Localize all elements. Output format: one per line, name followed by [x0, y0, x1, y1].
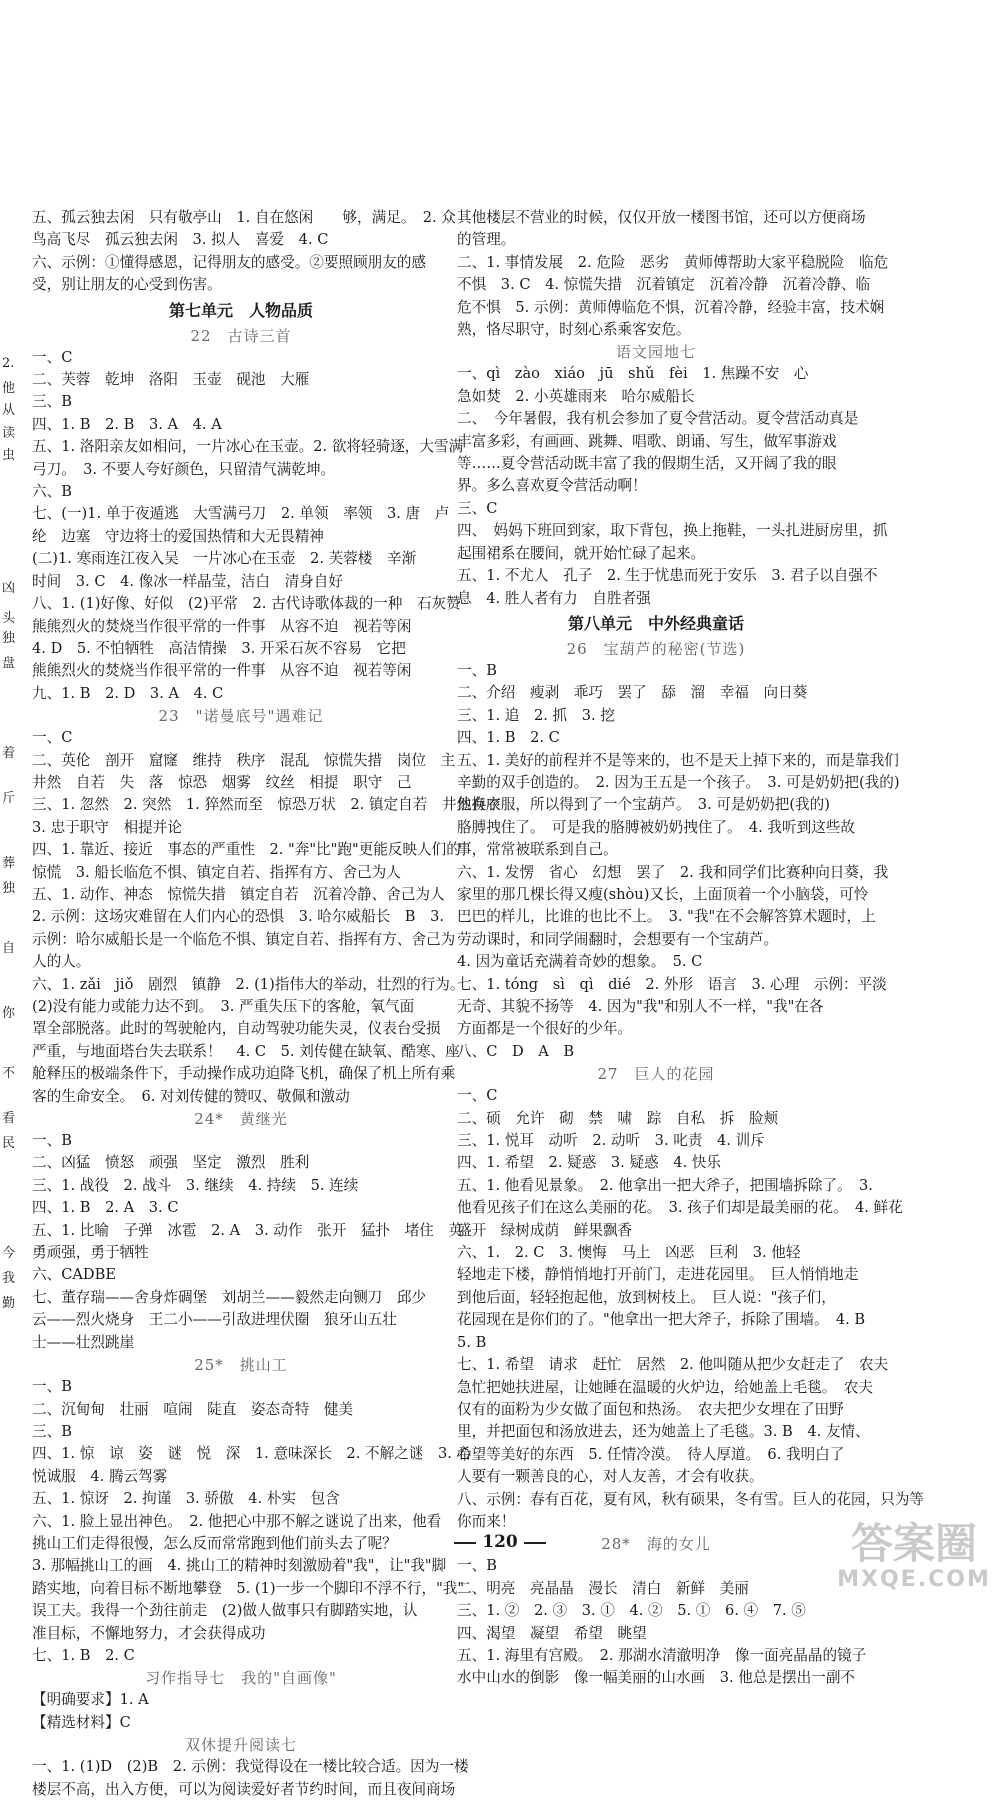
watermark-logo [834, 1521, 994, 1592]
answer-line: 四、1. 惊 谅 姿 谜 悦 深 1. 意味深长 2. 不解之谜 3. 心 [32, 1445, 472, 1463]
answer-line: 二、 今年暑假，我有机会参加了夏令营活动。夏令营活动真是 [457, 410, 859, 428]
answer-line: 危不惧 5. 示例：黄师傅临危不惧，沉着冷静，经验丰富，技术娴 [457, 298, 885, 316]
answer-line: 鸟高飞尽 孤云独去闲 3. 拟人 喜爱 4. C [32, 231, 329, 249]
answer-line: 一、B [32, 1378, 72, 1396]
answer-line: 悦诚服 4. 腾云驾雾 [32, 1467, 168, 1485]
answer-line: 他看见孩子们在这么美丽的花。 3. 孩子们却是最美丽的花。 4. 鲜花 [457, 1199, 903, 1217]
answer-line: 四、1. B 2. B 3. A 4. A [32, 415, 222, 433]
answer-line: 界。多么喜欢夏令营活动啊！ [457, 477, 647, 495]
answer-line: 其他楼层不营业的时候，仅仅开放一楼图书馆，还可以方便商场 [457, 209, 866, 226]
answer-line: (二)1. 寒雨连江夜入吴 一片冰心在玉壶 2. 芙蓉楼 辛渐 [32, 550, 417, 568]
answer-line: 七、董存瑞——舍身炸碉堡 刘胡兰——毅然走向铡刀 邱少 [32, 1288, 427, 1306]
answer-line: 云——烈火烧身 王二小——引敌进埋伏圈 狼牙山五壮 [32, 1311, 397, 1329]
answer-line: 九、1. B 2. D 3. A 4. C [32, 684, 224, 702]
answer-line: 胳膊拽住了。 可是我的胳膊被奶奶拽住了。 4. 我听到这些故 [457, 818, 855, 836]
answer-line: 五、1. 不尤人 孔子 2. 生于忧患而死于安乐 3. 君子以自强不 [457, 567, 878, 585]
answer-line: 【精选材料】C [32, 1713, 131, 1731]
answer-line: 一、C [32, 348, 73, 366]
answer-line: 四、 妈妈下班回到家，取下背包，换上拖鞋，一头扎进厨房里，抓 [457, 522, 888, 540]
answer-line: 一、1. (1)D (2)B 2. 示例：我觉得设在一楼比较合适。因为一楼 [32, 1758, 469, 1776]
answer-line: 士——壮烈跳崖 [32, 1333, 135, 1351]
edge-fragment: 从 [2, 403, 16, 418]
answer-line: 弓刀。 3. 不要人夸好颜色，只留清气满乾坤。 [32, 460, 336, 478]
answer-line: 时间 3. C 4. 像冰一样晶莹，洁白 清身自好 [32, 572, 343, 590]
lesson-title: 语文园地七 [615, 343, 696, 362]
answer-line: 误工夫。我得一个劲往前走 (2)做人做事只有脚踏实地，认 [32, 1602, 418, 1620]
answer-line: 二、明亮 亮晶晶 漫长 清白 新鲜 美丽 [457, 1579, 749, 1597]
answer-line: 劳动课时，和同学闹翻时，会想要有一个宝葫芦。 [457, 930, 779, 948]
lesson-title: 28* 海的女儿 [601, 1535, 711, 1554]
answer-line: 辛勤的双手创造的。 2. 因为王五是一个孩子。 3. 可是奶奶把(我的) [457, 773, 900, 791]
answer-line: 六、1. 脸上显出神色。 2. 他把心中那不解之谜说了出来，他看 [32, 1512, 442, 1530]
answer-line: 五、孤云独去闲 只有敬亭山 1. 自在悠闲 够，满足。 2. 众 [32, 209, 456, 226]
answer-line: 到他后面，轻轻抱起他，放到树枝上。 巨人说："孩子们， [457, 1288, 836, 1306]
edge-fragment: 勤 [2, 1296, 16, 1311]
edge-fragment: 独 [2, 881, 16, 896]
edge-fragment: 凶 [2, 581, 16, 596]
answer-line: 挑山工们走得很慢，怎么反而常常跑到他们前头去了呢？ [32, 1534, 397, 1552]
answer-line: 盛开 绿树成荫 鲜果飘香 [457, 1221, 633, 1239]
answer-line: 七、1. 希望 请求 赶忙 居然 2. 他叫随从把少女赶走了 农夫 [457, 1356, 889, 1374]
answer-line: 3. 忠于职守 相提并论 [32, 818, 182, 836]
answer-line: 七、1. B 2. C [32, 1646, 135, 1664]
answer-line: 熟，恪尽职守，时刻心系乘客安危。 [457, 321, 691, 339]
answer-line: 七、(一)1. 单于夜遁逃 大雪满弓刀 2. 单领 率领 3. 唐 卢 [32, 505, 450, 523]
edge-fragment: 斤 [2, 791, 16, 806]
answer-line: 六、CADBE [32, 1266, 116, 1284]
answer-line: 惊慌 3. 船长临危不惧、镇定自若、指挥有方、舍己为人 [32, 863, 401, 881]
answer-line: 急如焚 2. 小英雄雨来 哈尔威船长 [457, 387, 695, 405]
answer-line: 勇顽强，勇于牺牲 [32, 1244, 149, 1262]
answer-line: 八、C D A B [457, 1042, 575, 1060]
answer-line: 三、C [457, 499, 498, 517]
lesson-title: 27 巨人的花园 [597, 1065, 715, 1084]
answer-line: 4. D 5. 不怕牺牲 高洁情操 3. 开采石灰不容易 它把 [32, 639, 406, 657]
answer-line: 息 4. 胜人者有力 自胜者强 [457, 589, 651, 607]
edge-fragment: 着 [2, 746, 16, 761]
answer-line: 五、1. 动作、神态 惊慌失措 镇定自若 沉着冷静、舍己为人 [32, 885, 445, 903]
edge-fragment: 葬 [2, 856, 16, 871]
answer-line: 事，常常被联系到自己。 [457, 841, 618, 859]
answer-line: 踏实地，向着目标不断地攀登 5. (1)一步一个脚印不浮不行，"我" [32, 1579, 465, 1597]
answer-line: 【明确要求】1. A [32, 1691, 149, 1709]
answer-line: 一、B [457, 1557, 497, 1575]
answer-line: 希望等美好的东西 5. 任情冷漠。 待人厚道。 6. 我明白了 [457, 1445, 845, 1463]
answer-line: 罩全部脱落。此时的驾驶舱内，自动驾驶功能失灵，仪表台受损 [32, 1020, 441, 1038]
edge-fragment: 民 [2, 1136, 16, 1151]
answer-line: 2. 示例：这场灾难留在人们内心的恐惧 3. 哈尔威船长 B 3. [32, 908, 445, 926]
answer-line: 五、1. 洛阳亲友如相问，一片冰心在玉壶。2. 欲将轻骑逐，大雪满 [32, 438, 464, 456]
unit-heading: 第八单元 中外经典童话 [567, 613, 744, 633]
answer-line: 熊熊烈火的焚烧当作很平常的一件事 从容不迫 视若等闲 [32, 617, 412, 635]
answer-line: 二、凶猛 愤怒 顽强 坚定 激烈 胜利 [32, 1154, 310, 1172]
answer-line: 四、1. 希望 2. 疑惑 3. 疑惑 4. 快乐 [457, 1154, 721, 1172]
edge-fragment: 虫 [2, 448, 16, 463]
answer-line: 三、1. 忽然 2. 突然 1. 猝然而至 惊恐万状 2. 镇定自若 井然有序 [32, 796, 501, 814]
edge-fragment: 他 [2, 381, 16, 396]
answer-line: 丰富多彩，有画画、跳舞、唱歌、朗诵、写生，做军事游戏 [457, 432, 837, 450]
answer-line: 八、1. (1)好像、好似 (2)平常 2. 古代诗歌体裁的一种 石灰赞 [32, 595, 461, 613]
answer-line: 里，并把面包和汤放进去，还为她盖上了毛毯。3. B 4. 友情、 [457, 1423, 870, 1441]
answer-line: 三、1. 悦耳 动听 2. 动听 3. 叱责 4. 训斥 [457, 1132, 765, 1150]
answer-line: 二、介绍 瘦剥 乖巧 罢了 舔 溜 幸福 向日葵 [457, 684, 808, 702]
answer-line: 他换衣服，所以得到了一个宝葫芦。 3. 可是奶奶把(我的) [457, 796, 830, 814]
answer-line: 四、1. B 2. C [457, 729, 560, 747]
answer-line: 无奇、其貌不扬等 4. 因为"我"和别人不一样，"我"在各 [457, 998, 824, 1015]
answer-line: 准目标，不懈地努力，才会获得成功 [32, 1624, 266, 1642]
edge-fragment: 独 [2, 631, 16, 646]
answer-line: 八、示例：春有百花，夏有风，秋有硕果，冬有雪。巨人的花园，只为等 [457, 1490, 925, 1508]
answer-line: 3. 那幅挑山工的画 4. 挑山工的精神时刻激励着"我"，让"我"脚 [32, 1557, 447, 1575]
edge-fragment: 盘 [2, 656, 16, 671]
answer-line: 三、1. ② 2. ③ 3. ① 4. ② 5. ① 6. ④ 7. ⑤ [457, 1602, 806, 1620]
answer-line: 一、C [32, 729, 73, 747]
watermark-url: MXQE.COM [837, 1567, 991, 1592]
answer-line: 起围裙系在腰间，就开始忙碌了起来。 [457, 544, 706, 562]
answer-line: 熊熊烈火的焚烧当作很平常的一件事 从容不迫 视若等闲 [32, 662, 412, 680]
answer-line: 三、B [32, 393, 72, 411]
answer-line: 五、1. 惊讶 2. 拘谨 3. 骄傲 4. 朴实 包含 [32, 1490, 340, 1508]
answer-line: 示例：哈尔威船长是一个临危不惧、镇定自若、指挥有方、舍己为 [32, 930, 456, 948]
answer-line: 四、1. B 2. A 3. C [32, 1199, 179, 1217]
answer-line: 家里的那几棵长得又瘦(shòu)又长，上面顶着一个小脑袋，可怜 [457, 885, 869, 903]
answer-line: 客的生命安全。 6. 对刘传健的赞叹、敬佩和激动 [32, 1087, 350, 1105]
answer-line: 二、硕 允许 砌 禁 啸 踪 自私 拆 脸颊 [457, 1109, 779, 1127]
answer-line: 的管理。 [457, 231, 516, 249]
page-number: 120 [0, 1532, 1000, 1552]
answer-line: 五、1. 他看见景象。 2. 他拿出一把大斧子，把围墙拆除了。 3. [457, 1176, 873, 1194]
answer-line: (2)没有能力或能力达不到。 3. 严重失压下的客舱，氧气面 [32, 998, 415, 1015]
answer-line: 4. 因为童话充满着奇妙的想象。 5. C [457, 953, 703, 971]
answer-line: 二、英伦 剖开 窟窿 维持 秩序 混乱 惊慌失措 岗位 主 [32, 751, 456, 769]
watermark-text: 答案圈 [850, 1519, 977, 1568]
answer-line: 二、1. 事情发展 2. 危险 恶劣 黄师傅帮助大家平稳脱险 临危 [457, 253, 889, 271]
answer-line: 一、B [457, 661, 497, 679]
edge-fragment: 2. [2, 356, 15, 371]
answer-line: 三、1. 战役 2. 战斗 3. 继续 4. 持续 5. 连续 [32, 1176, 359, 1194]
lesson-title: 25* 挑山工 [194, 1356, 288, 1375]
answer-line: 三、B [32, 1422, 72, 1440]
lesson-title: 23 "诺曼底号"遇难记 [158, 707, 324, 726]
answer-line: 受，别让朋友的心受到伤害。 [32, 276, 222, 294]
answer-line: 急忙把她扶进屋，让她睡在温暖的火炉边，给她盖上毛毯。 农夫 [457, 1378, 873, 1396]
answer-line: 六、1. 发愣 省心 幻想 罢了 2. 我和同学们比赛种向日葵，我 [457, 863, 889, 881]
answer-line: 纶 边塞 守边将士的爱国热情和大无畏精神 [32, 527, 324, 545]
answer-line: 5. B [457, 1333, 487, 1351]
edge-fragment: 读 [2, 426, 16, 441]
edge-fragment: 我 [2, 1271, 16, 1286]
answer-line: 四、渴望 凝望 希望 眺望 [457, 1624, 647, 1642]
lesson-title: 22 古诗三首 [190, 326, 292, 345]
answer-line: 舱释压的极端条件下，手动操作成功迫降飞机，确保了机上所有乘 [32, 1065, 456, 1083]
edge-fragment: 头 [2, 611, 16, 626]
edge-fragment: 你 [2, 1006, 16, 1021]
answer-line: 你而来！ [457, 1512, 516, 1530]
edge-fragment: 不 [2, 1066, 16, 1081]
answer-line: 楼层不高，出入方便，可以为阅读爱好者节约时间，而且夜间商场 [32, 1780, 456, 1798]
edge-fragment: 自 [2, 941, 16, 956]
answer-line: 一、B [32, 1132, 72, 1150]
answer-line: 井然 自若 失 落 惊恐 烟雾 纹丝 相提 职守 己 [32, 773, 412, 791]
answer-line: 人的人。 [32, 953, 91, 971]
answer-line: 一、qì zào xiáo jū shǔ fèi 1. 焦躁不安 心 [457, 365, 809, 383]
answer-line: 仅有的面粉为少女做了面包和热汤。 农夫把少女埋在了田野 [457, 1400, 844, 1418]
lesson-title: 双休提升阅读七 [184, 1736, 297, 1755]
answer-line: 花园现在是你们的了。"他拿出一把大斧子，拆除了围墙。 4. B [457, 1311, 866, 1329]
edge-fragment: 看 [2, 1111, 16, 1126]
lesson-title: 24* 黄继光 [194, 1110, 288, 1129]
answer-line: 五、1. 比喻 子弹 冰雹 2. A 3. 动作 张开 猛扑 堵住 英 [32, 1221, 464, 1239]
answer-line: 二、沉甸甸 壮丽 喧闹 陡直 姿态奇特 健美 [32, 1400, 354, 1418]
answer-line: 二、芙蓉 乾坤 洛阳 玉壶 砚池 大雁 [32, 371, 310, 389]
answer-line: 方面都是一个很好的少年。 [457, 1020, 633, 1038]
lesson-title: 26 宝葫芦的秘密(节选) [566, 639, 746, 658]
answer-line: 等……夏令营活动既丰富了我的假期生活，又开阔了我的眼 [457, 455, 837, 473]
answer-line: 六、1. zǎi jiǒ 剧烈 镇静 2. (1)指伟大的举动，壮烈的行为。 [32, 975, 465, 993]
answer-line: 三、1. 追 2. 抓 3. 挖 [457, 706, 615, 724]
answer-line: 七、1. tóng sì qì dié 2. 外形 语言 3. 心理 示例：平淡 [457, 975, 887, 993]
answer-line: 水中山水的倒影 像一幅美丽的山水画 3. 他总是摆出一副不 [457, 1669, 856, 1687]
answer-line: 六、B [32, 483, 72, 501]
answer-line: 不惧 3. C 4. 惊慌失措 沉着镇定 沉着冷静 沉着冷静、临 [457, 276, 871, 294]
lesson-title: 习作指导七 我的"自画像" [145, 1669, 337, 1688]
answer-line: 四、1. 靠近、接近 事态的严重性 2. "奔"比"跑"更能反映人们的 [32, 841, 461, 859]
answer-line: 轻地走下楼，静悄悄地打开前门，走进花园里。 巨人悄悄地走 [457, 1266, 859, 1284]
answer-line: 人要有一颗善良的心，对人友善，才会有收获。 [457, 1468, 764, 1486]
answer-line: 巴巴的样儿，比谁的也比不上。 3. "我"在不会解答算术题时，上 [457, 908, 876, 926]
edge-fragment: 今 [2, 1246, 16, 1261]
answer-line: 一、C [457, 1087, 498, 1105]
answer-line: 五、1. 美好的前程并不是等来的，也不是天上掉下来的，而是靠我们 [457, 751, 899, 769]
answer-line: 五、1. 海里有宫殿。 2. 那湖水清澈明净 像一面亮晶晶的镜子 [457, 1646, 867, 1664]
answer-line: 六、示例：①懂得感恩，记得朋友的感受。②要照顾朋友的感 [32, 253, 427, 271]
unit-heading: 第七单元 人物品质 [168, 300, 313, 320]
answer-line: 六、1. 2. C 3. 懊悔 马上 凶恶 巨利 3. 他轻 [457, 1244, 801, 1262]
answer-line: 严重，与地面塔台失去联系！ 4. C 5. 刘传健在缺氧、酷寒、座 [32, 1042, 460, 1060]
